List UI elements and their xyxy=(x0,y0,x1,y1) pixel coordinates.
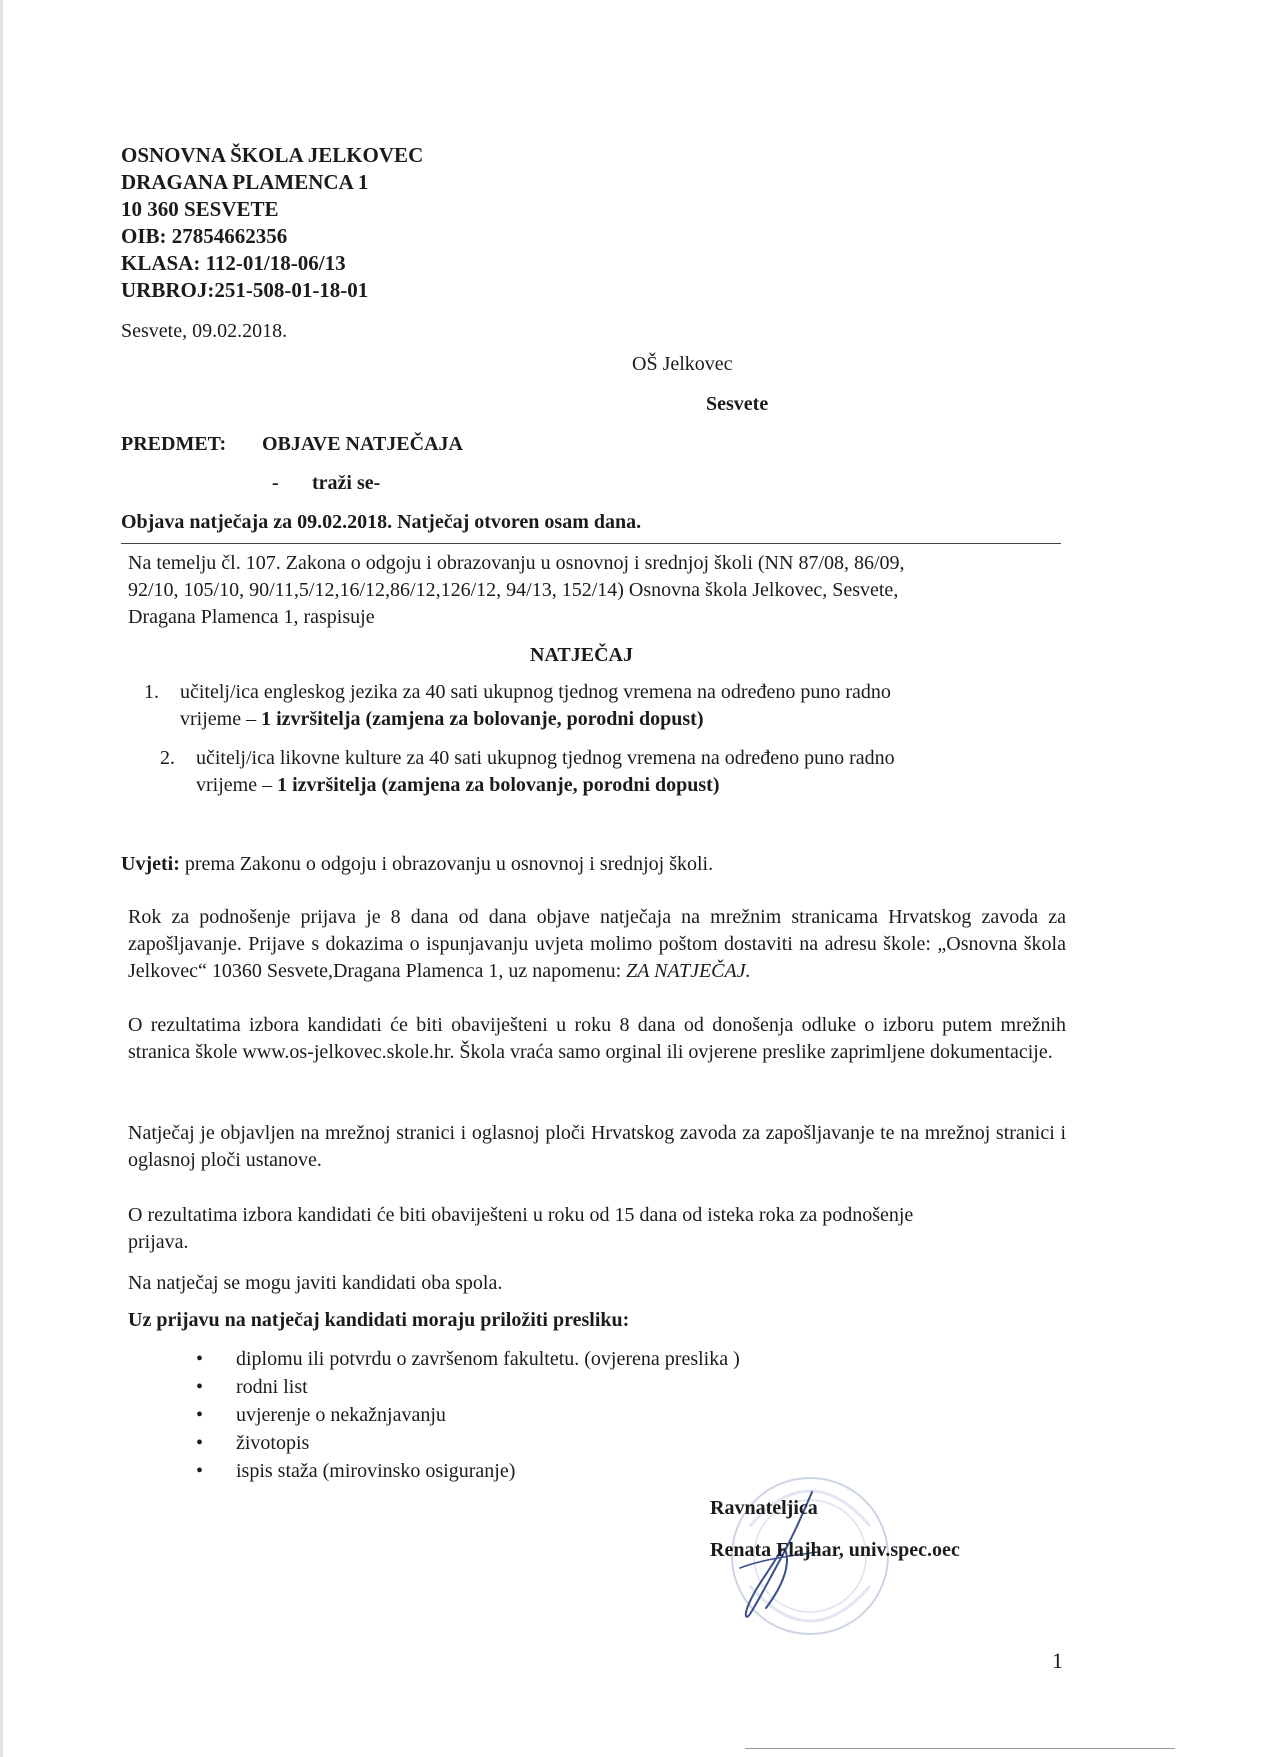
results-paragraph: O rezultatima izbora kandidati će biti obaviješteni u roku 8 dana od donošenja odluke o izboru putem mrežnih stranica škole www.os-jelkovec.skole.hr. Škola vraća samo orginal ili ovjerene preslike zaprimljene dokumentacije. xyxy=(128,1014,1066,1063)
conditions-line xyxy=(121,851,713,878)
intro-line-2: 92/10, 105/10, 90/11,5/12,16/12,86/12,126/12, 94/13, 152/14) Osnovna škola Jelkovec, Sesvete, xyxy=(128,579,899,601)
position-number: 1. xyxy=(144,681,159,703)
subject-title: OBJAVE NATJEČAJA xyxy=(262,433,463,455)
intro-line-3: Dragana Plamenca 1, raspisuje xyxy=(128,606,375,628)
natjecaj-title: NATJEČAJ xyxy=(530,644,633,666)
position-desc: učitelj/ica likovne kulture za 40 sati ukupnog tjednog vremena na određeno puno radno xyxy=(196,747,895,769)
published-paragraph: Natječaj je objavljen na mrežnoj stranici i oglasnoj ploči Hrvatskog zavoda za zapošljavanje te na mrežnoj stranici i oglasnoj ploči ustanove. xyxy=(128,1122,1066,1171)
conditions-label: Uvjeti: xyxy=(121,853,180,875)
list-item: • životopis xyxy=(196,1429,740,1457)
attachments-title: Uz prijavu na natječaj kandidati moraju priložiti presliku: xyxy=(128,1309,630,1331)
position-executors: 1 izvršitelja (zamjena za bolovanje, porodni dopust) xyxy=(261,708,704,730)
position-executors: 1 izvršitelja (zamjena za bolovanje, porodni dopust) xyxy=(277,774,720,796)
bullet-icon: • xyxy=(196,1432,204,1454)
publication-line: Objava natječaja za 09.02.2018. Natječaj otvoren osam dana. xyxy=(121,511,642,533)
envelope-note: ZA NATJEČAJ. xyxy=(626,960,751,982)
position-number: 2. xyxy=(160,747,175,769)
document-date: Sesvete, 09.02.2018. xyxy=(121,320,288,342)
klasa-number: KLASA: 112-01/18-06/13 xyxy=(121,251,346,275)
position-desc-cont: vrijeme – 1 izvršitelja (zamjena za bolovanje, porodni dopust) xyxy=(196,774,720,796)
results-paragraph-2-line-2: prijava. xyxy=(128,1231,189,1253)
conditions-text: prema Zakonu o odgoju i obrazovanju u osnovnoj i srednjoj školi. xyxy=(179,853,714,875)
recipient-city: Sesvete xyxy=(706,393,769,415)
oib-number: OIB: 27854662356 xyxy=(121,224,288,248)
school-name: OSNOVNA ŠKOLA JELKOVEC xyxy=(121,143,424,167)
bullet-icon: • xyxy=(196,1376,204,1398)
scan-edge xyxy=(0,0,3,1757)
divider-line xyxy=(121,543,1061,544)
page-number: 1 xyxy=(1052,1648,1063,1673)
school-street: DRAGANA PLAMENCA 1 xyxy=(121,170,369,194)
list-item: • uvjerenje o nekažnjavanju xyxy=(196,1401,740,1429)
urbroj-number: URBROJ:251-508-01-18-01 xyxy=(121,278,369,302)
subject-label: PREDMET: xyxy=(121,433,227,455)
both-genders-note: Na natječaj se mogu javiti kandidati oba spola. xyxy=(128,1272,503,1294)
signatory-name: Renata Flajhar, univ.spec.oec xyxy=(710,1539,960,1561)
list-item: • diplomu ili potvrdu o završenom fakultetu. (ovjerena preslika ) xyxy=(196,1345,740,1373)
signatory-role: Ravnateljica xyxy=(710,1497,818,1519)
subject-dash: - xyxy=(272,472,279,494)
recipient-name: OŠ Jelkovec xyxy=(632,353,733,375)
bullet-icon: • xyxy=(196,1404,204,1426)
deadline-paragraph: Rok za podnošenje prijava je 8 dana od dana objave natječaja na mrežnim stranicama Hrvatskog zavoda za zapošljavanje. Prijave s dokazima o ispunjavanju uvjeta molimo poštom dostaviti na adresu škole: „Osnovna škola Jelkovec“ 10360 Sesvete,Dragana Plamenca 1, uz napomenu: ZA NATJEČAJ. xyxy=(128,906,1066,982)
subject-sub: traži se- xyxy=(312,472,381,494)
list-item: • rodni list xyxy=(196,1373,740,1401)
letterhead xyxy=(121,142,423,304)
footer-line xyxy=(745,1748,1175,1749)
bullet-icon: • xyxy=(196,1348,204,1370)
school-city: 10 360 SESVETE xyxy=(121,197,279,221)
bullet-icon: • xyxy=(196,1460,204,1482)
attachments-list xyxy=(196,1345,740,1485)
list-item: • ispis staža (mirovinsko osiguranje) xyxy=(196,1457,740,1485)
intro-line-1: Na temelju čl. 107. Zakona o odgoju i obrazovanju u osnovnoj i srednjoj školi (NN 87/08, 86/09, xyxy=(128,552,905,574)
results-paragraph-2-line-1: O rezultatima izbora kandidati će biti obaviješteni u roku od 15 dana od isteka roka za podnošenje xyxy=(128,1204,914,1226)
position-desc-cont: vrijeme – 1 izvršitelja (zamjena za bolovanje, porodni dopust) xyxy=(180,708,704,730)
position-desc: učitelj/ica engleskog jezika za 40 sati ukupnog tjednog vremena na određeno puno radno xyxy=(180,681,891,703)
